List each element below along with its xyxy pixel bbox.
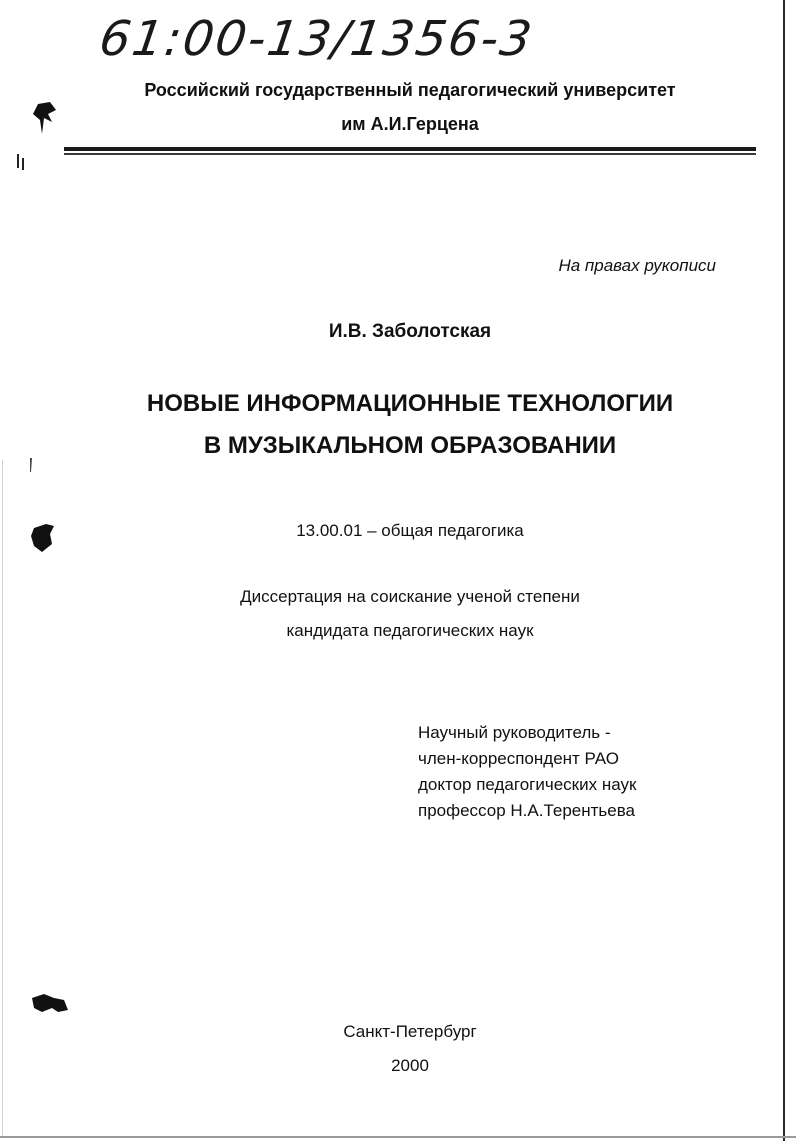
supervisor-line4: профессор Н.А.Терентьева (418, 801, 636, 820)
dissertation-line1: Диссертация на соискание ученой степени (240, 587, 580, 606)
binding-hole-mark-icon (28, 990, 72, 1020)
scan-edge-left (2, 460, 3, 1136)
city: Санкт-Петербург (343, 1022, 477, 1041)
binding-hole-mark-icon (28, 520, 58, 556)
specialty-code: 13.00.01 – общая педагогика (296, 521, 524, 540)
year: 2000 (391, 1056, 429, 1075)
scan-speck-icon (14, 152, 28, 172)
scan-edge-bottom (0, 1136, 796, 1138)
scan-edge-right (783, 0, 785, 1141)
title-line1: НОВЫЕ ИНФОРМАЦИОННЫЕ ТЕХНОЛОГИИ (146, 390, 674, 417)
university-name-line1: Российский государственный педагогический университет (144, 80, 676, 100)
supervisor-line3: доктор педагогических наук (418, 775, 637, 794)
supervisor-line1: Научный руководитель - (418, 723, 611, 742)
author-name: И.В. Заболотская (328, 321, 492, 342)
header-divider-thin (64, 153, 756, 155)
dissertation-line2: кандидата педагогических наук (286, 621, 534, 640)
title-line2: В МУЗЫКАЛЬНОМ ОБРАЗОВАНИИ (203, 432, 617, 459)
university-name-line2: им А.И.Герцена (341, 114, 479, 134)
manuscript-note: На правах рукописи (558, 256, 716, 275)
header-divider-thick (64, 147, 756, 151)
handwritten-archive-code: 61:00-13/1356-3 (96, 11, 537, 67)
binding-hole-mark-icon (30, 100, 60, 140)
scan-speck-icon (26, 456, 36, 474)
supervisor-block (418, 720, 636, 824)
supervisor-line2: член-корреспондент РАО (418, 749, 619, 768)
